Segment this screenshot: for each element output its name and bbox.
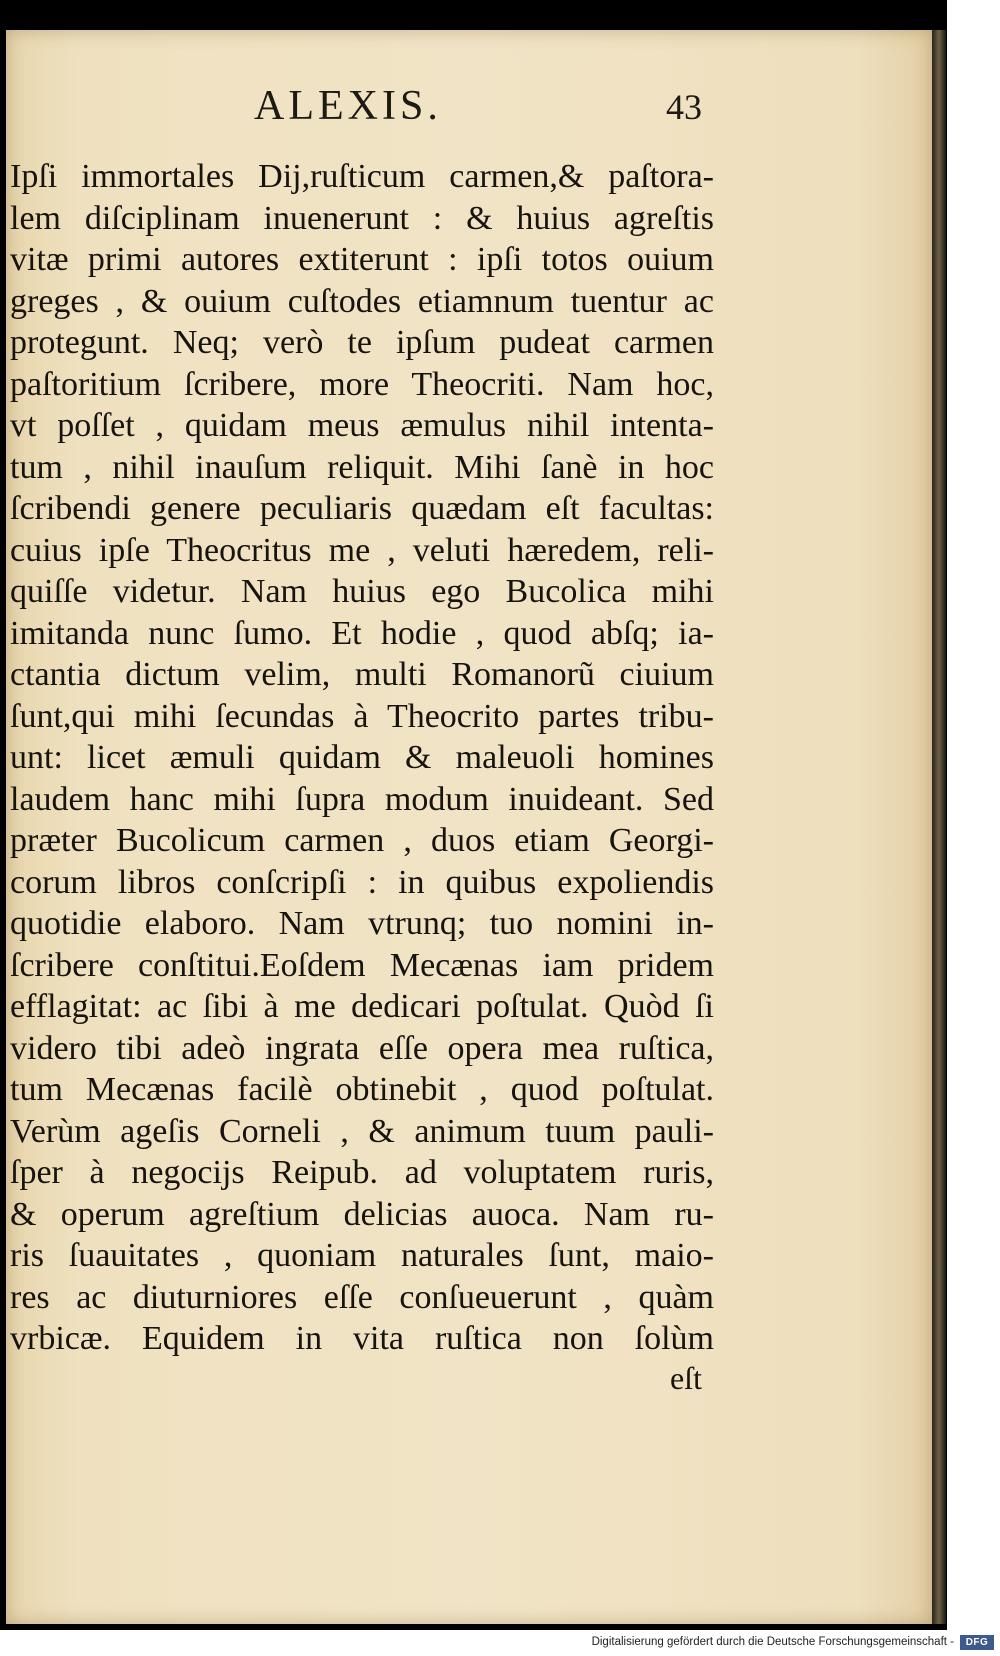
text-line: videro tibi adeò ingrata eſſe opera mea ruſtica, bbox=[10, 1029, 714, 1067]
text-line: greges , & ouium cuſtodes etiamnum tuentur ac bbox=[10, 282, 714, 320]
page-number: 43 bbox=[666, 87, 702, 127]
text-line: quotidie elaboro. Nam vtrunq; tuo nomini in- bbox=[10, 905, 714, 942]
text-line: laudem hanc mihi ſupra modum inuideant. Sed bbox=[10, 780, 714, 818]
text-line: corum libros conſcripſi : in quibus expoliendis bbox=[10, 863, 714, 901]
text-line: vitæ primi autores extiterunt : ipſi totos ouium bbox=[10, 241, 714, 278]
text-line: quiſſe videtur. Nam huius ego Bucolica mihi bbox=[10, 573, 714, 610]
text-line: tum , nihil inauſum reliquit. Mihi ſanè in hoc bbox=[10, 448, 714, 486]
text-line: imitanda nunc ſumo. Et hodie , quod abſq; ia- bbox=[10, 614, 714, 652]
text-line: vrbicæ. Equidem in vita ruſtica non ſolùm bbox=[10, 1320, 714, 1357]
text-line: Verùm ageſis Corneli , & animum tuum pauli- bbox=[10, 1112, 714, 1150]
text-line: lem diſciplinam inuenerunt : & huius agreſtis bbox=[10, 199, 714, 237]
dfg-logo: DFG bbox=[960, 1635, 994, 1650]
text-line: ctantia dictum velim, multi Romanorũ ciuium bbox=[10, 656, 714, 693]
text-line: paſtoritium ſcribere, more Theocriti. Nam hoc, bbox=[10, 365, 714, 403]
text-line: ſper à negocijs Reipub. ad voluptatem ruris, bbox=[10, 1154, 714, 1191]
text-block bbox=[10, 156, 714, 1360]
text-line: ſcribere conſtitui.Eoſdem Mecænas iam pridem bbox=[10, 946, 714, 984]
text-line: Ipſi immortales Dij,ruſticum carmen,& paſtora- bbox=[10, 158, 714, 195]
text-line: ris ſuauitates , quoniam naturales ſunt, maio- bbox=[10, 1237, 714, 1274]
digitization-credit: Digitalisierung gefördert durch die Deutsche Forschungsgemeinschaft - bbox=[591, 1636, 954, 1648]
book-page bbox=[6, 30, 932, 1624]
text-line: tum Mecænas facilè obtinebit , quod poſtulat. bbox=[10, 1071, 714, 1108]
footer-bar bbox=[0, 1630, 1000, 1656]
text-line: unt: licet æmuli quidam & maleuoli homines bbox=[10, 739, 714, 776]
running-title: ALEXIS. bbox=[254, 83, 442, 129]
text-line: præter Bucolicum carmen , duos etiam Georgi- bbox=[10, 822, 714, 859]
catchword: eſt bbox=[670, 1360, 702, 1396]
text-line: efflagitat: ac ſibi à me dedicari poſtulat. Quòd ſi bbox=[10, 988, 714, 1025]
text-line: ſunt,qui mihi ſecundas à Theocrito partes tribu- bbox=[10, 697, 714, 735]
text-line: cuius ipſe Theocritus me , veluti hæredem, reli- bbox=[10, 531, 714, 569]
page-edge bbox=[932, 30, 946, 1624]
text-line: vt poſſet , quidam meus æmulus nihil intenta- bbox=[10, 407, 714, 444]
page-header bbox=[6, 82, 932, 142]
text-line: ſcribendi genere peculiaris quædam eſt facultas: bbox=[10, 490, 714, 527]
text-line: protegunt. Neq; verò te ipſum pudeat carmen bbox=[10, 324, 714, 361]
text-line: & operum agreſtium delicias auoca. Nam ru- bbox=[10, 1195, 714, 1233]
text-line: res ac diuturniores eſſe conſueuerunt , quàm bbox=[10, 1278, 714, 1316]
